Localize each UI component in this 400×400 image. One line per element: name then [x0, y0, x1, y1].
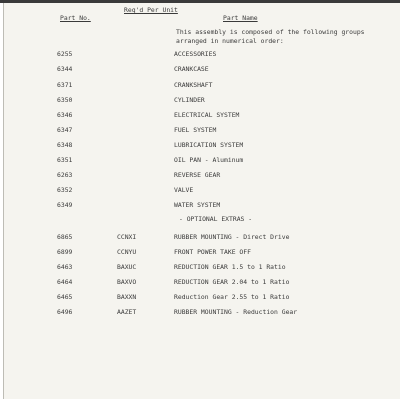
part-name: ELECTRICAL SYSTEM — [174, 111, 240, 119]
group-row — [4, 110, 400, 120]
header-part-no: Part No. — [60, 14, 91, 22]
unit-code: CCNYU — [117, 248, 137, 256]
parts-list-page — [3, 3, 400, 399]
part-number: 6463 — [57, 263, 73, 271]
group-row — [4, 49, 400, 59]
group-row — [4, 95, 400, 105]
group-row — [4, 155, 400, 165]
part-name: WATER SYSTEM — [174, 201, 221, 209]
part-number: 6346 — [57, 111, 73, 119]
group-row — [4, 80, 400, 90]
header-part-name: Part Name — [223, 14, 258, 22]
part-number: 6465 — [57, 293, 73, 301]
part-name: ACCESSORIES — [174, 50, 217, 58]
header-reqd-per-unit: Req'd Per Unit — [124, 6, 178, 14]
optional-extras-label: - OPTIONAL EXTRAS - — [179, 215, 253, 223]
part-number: 6263 — [57, 171, 73, 179]
group-row — [4, 200, 400, 210]
part-number: 6371 — [57, 81, 73, 89]
extra-row — [4, 232, 400, 242]
group-row — [4, 185, 400, 195]
part-name: REDUCTION GEAR 1.5 to 1 Ratio — [174, 263, 286, 271]
extra-row — [4, 307, 400, 317]
part-name: VALVE — [174, 186, 194, 194]
part-number: 6352 — [57, 186, 73, 194]
group-row — [4, 64, 400, 74]
unit-code: BAXVO — [117, 278, 137, 286]
part-name: REDUCTION GEAR 2.04 to 1 Ratio — [174, 278, 290, 286]
part-number: 6348 — [57, 141, 73, 149]
group-row — [4, 125, 400, 135]
unit-code: AAZET — [117, 308, 137, 316]
extra-row — [4, 277, 400, 287]
part-name: RUBBER MOUNTING - Reduction Gear — [174, 308, 298, 316]
extra-row — [4, 292, 400, 302]
part-number: 6344 — [57, 65, 73, 73]
part-number: 6865 — [57, 233, 73, 241]
extra-row — [4, 247, 400, 257]
part-number: 6349 — [57, 201, 73, 209]
extra-row — [4, 262, 400, 272]
part-name: RUBBER MOUNTING - Direct Drive — [174, 233, 290, 241]
part-name: CRANKSHAFT — [174, 81, 213, 89]
part-name: CRANKCASE — [174, 65, 209, 73]
part-number: 6347 — [57, 126, 73, 134]
part-name: CYLINDER — [174, 96, 205, 104]
part-number: 6899 — [57, 248, 73, 256]
part-name: REVERSE GEAR — [174, 171, 221, 179]
part-name: OIL PAN - Aluminum — [174, 156, 244, 164]
part-name: FRONT POWER TAKE OFF — [174, 248, 251, 256]
part-name: Reduction Gear 2.55 to 1 Ratio — [174, 293, 290, 301]
group-row — [4, 140, 400, 150]
part-number: 6255 — [57, 50, 73, 58]
unit-code: BAXXN — [117, 293, 137, 301]
part-number: 6464 — [57, 278, 73, 286]
group-row — [4, 170, 400, 180]
part-name: LUBRICATION SYSTEM — [174, 141, 244, 149]
part-number: 6496 — [57, 308, 73, 316]
assembly-intro: This assembly is composed of the following groups arranged in numerical order: — [176, 28, 365, 45]
part-number: 6350 — [57, 96, 73, 104]
part-name: FUEL SYSTEM — [174, 126, 217, 134]
part-number: 6351 — [57, 156, 73, 164]
unit-code: CCNXI — [117, 233, 137, 241]
unit-code: BAXUC — [117, 263, 137, 271]
